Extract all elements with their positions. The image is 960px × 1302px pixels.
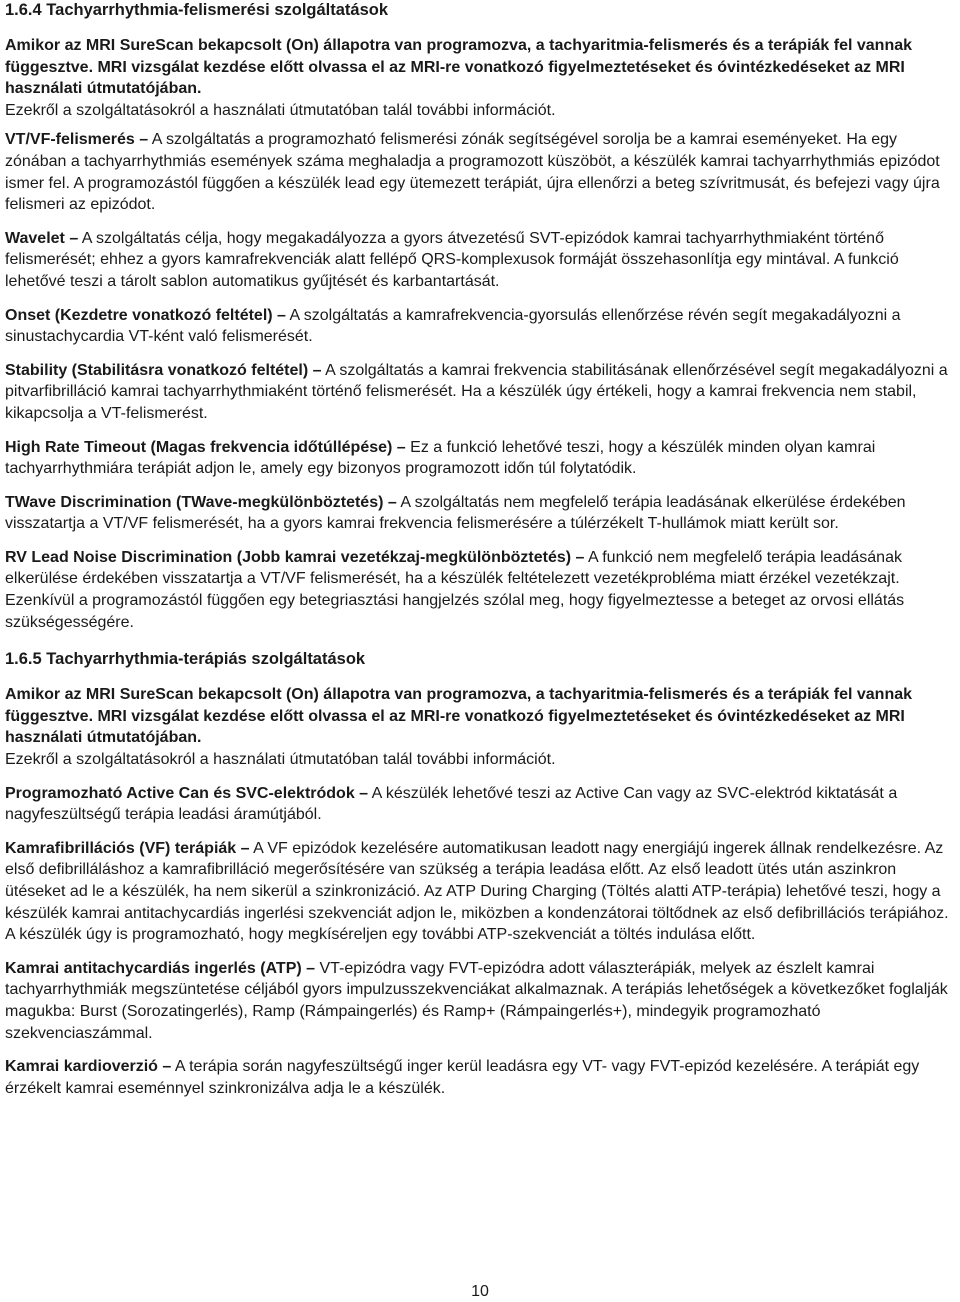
mri-warning-1: Amikor az MRI SureScan bekapcsolt (On) állapotra van programozva, a tachyaritmia-felismerés és a terápiák fel vannak függesztve. MRI vizsgálat kezdése előtt olvassa el az MRI-re vonatkozó figyelmeztetéseket és óvintézkedéseket az MRI használati útmutatójában.: [5, 37, 913, 98]
feature-atp: [5, 958, 955, 1044]
feature-description: A funkció nem megfelelő terápia leadásának elkerülése érdekében visszatartja a VT/VF felismerését, ha a készülék feltételezett vezetékprobléma miatt érzékel vezetékzajt. Ezenkívül a programozástól függően egy betegriasztási hangjelzés szólal meg, hogy figyelmeztesse a beteget az orvosi ellátás szükségességére.: [5, 548, 905, 631]
feature-term: TWave Discrimination (TWave-megkülönböztetés) –: [5, 493, 397, 511]
feature-onset: [5, 305, 955, 348]
feature-wavelet: [5, 228, 955, 293]
feature-description: A szolgáltatás nem megfelelő terápia leadásának elkerülése érdekében visszatartja a VT/VF felismerését, ha a gyors kamrai frekvencia felismerésére a túlérzékelt T-hullámok miatt került sor.: [5, 493, 906, 533]
info-note-1: Ezekről a szolgáltatásokról a használati útmutatóban talál további információt.: [5, 101, 556, 119]
feature-cardioversion: [5, 1056, 955, 1099]
document-page: [5, 0, 955, 1099]
mri-warning-2: Amikor az MRI SureScan bekapcsolt (On) állapotra van programozva, a tachyaritmia-felismerés és a terápiák fel vannak függesztve. MRI vizsgálat kezdése előtt olvassa el az MRI-re vonatkozó figyelmeztetéseket és óvintézkedéseket az MRI használati útmutatójában.: [5, 686, 913, 747]
feature-description: A készülék lehetővé teszi az Active Can vagy az SVC-elektród kiktatását a nagyfeszültségű terápia leadási áramútjából.: [5, 784, 898, 824]
feature-description: VT-epizódra vagy FVT-epizódra adott választerápiák, melyek az észlelt kamrai tachyarrhythmiák megszüntetése céljából gyors impulzusszekvenciákat alkalmaznak. A terápiás lehetőségek a következőket foglalják magukba: Burst (Sorozatingerlés), Ramp (Rámpaingerlés) és Ramp+ (Rámpaingerlés+), mindegyik programozható szekvenciaszámmal.: [5, 959, 948, 1042]
feature-term: High Rate Timeout (Magas frekvencia időtúllépése) –: [5, 438, 406, 456]
feature-description: A szolgáltatás a programozható felismerési zónák segítségével sorolja be a kamrai eseményeket. Ha egy zónában a tachyarrhythmiás események száma meghaladja a programozott küszöböt, a készülék kamrai tachyarrhythmiás epizódot ismer fel. A programozástól függően a készülék lead egy ütemezett terápiát, újra ellenőrzi a beteg szívritmusát, és befejezi vagy újra felismeri az epizódot.: [5, 131, 940, 214]
feature-description: A VF epizódok kezelésére automatikusan leadott nagy energiájú ingerek állnak rendelkezésre. Az első defibrilláláshoz a kamrafibrilláció megerősítésére van szükség a terápia leadása előtt. Az első leadott ütés után aszinkron ütéseket ad le a készülék, ha nem sikerül a szinkronizáció. Az ATP During Charging (Töltés alatti ATP-terápia) lehetővé teszi, hogy a készülék kamrai antitachycardiás ingerlési szekvenciát adjon le, miközben a kondenzátorai töltődnek az első defibrillációs terápiához. A készülék úgy is programozható, hogy megkíséreljen egy további ATP-szekvenciát a töltés indulása előtt.: [5, 839, 949, 944]
feature-vtvf-detection: [5, 129, 955, 215]
feature-stability: [5, 360, 955, 425]
feature-rv-lead-noise: [5, 547, 955, 633]
feature-term: Kamrai antitachycardiás ingerlés (ATP) –: [5, 959, 316, 977]
section-heading-1-6-5: 1.6.5 Tachyarrhythmia-terápiás szolgáltatások: [5, 650, 366, 669]
feature-active-can-svc: [5, 783, 955, 826]
feature-term: RV Lead Noise Discrimination (Jobb kamrai vezetékzaj-megkülönböztetés) –: [5, 548, 585, 566]
feature-term: Kamrai kardioverzió –: [5, 1058, 172, 1076]
feature-term: Programozható Active Can és SVC-elektródok –: [5, 784, 369, 802]
feature-twave-discrimination: [5, 492, 955, 535]
feature-description: A terápia során nagyfeszültségű inger kerül leadásra egy VT- vagy FVT-epizód kezelésére. A terápiát egy érzékelt kamrai eseménnyel szinkronizálva adja le a készülék.: [5, 1058, 920, 1097]
feature-high-rate-timeout: [5, 437, 955, 480]
feature-description: Ez a funkció lehetővé teszi, hogy a készülék minden olyan kamrai tachyarrhythmiára terápiát adjon le, amely egy bizonyos programozott időn túl folytatódik.: [5, 438, 876, 478]
feature-term: Wavelet –: [5, 229, 79, 247]
info-note-2: Ezekről a szolgáltatásokról a használati útmutatóban talál további információt.: [5, 751, 556, 769]
feature-term: VT/VF-felismerés –: [5, 131, 149, 149]
page-number: 10: [471, 1283, 489, 1300]
feature-description: A szolgáltatás a kamrai frekvencia stabilitásának ellenőrzésével segít megakadályozni a pitvarfibrilláció kamrai tachyarrhythmiaként történő felismerését. Ha a készülék úgy értékeli, hogy a kamrai frekvencia nem stabil, kikapcsolja a VT-felismerést.: [5, 361, 948, 422]
feature-description: A szolgáltatás célja, hogy megakadályozza a gyors átvezetésű SVT-epizódok kamrai tachyarrhythmiaként történő felismerését; ehhez a gyors kamrafrekvenciák alatt fellépő QRS-komplexusok formáját összehasonlítja egy mintával. A funkció lehetővé teszi a tárolt sablon automatikus gyűjtését és karbantartását.: [5, 229, 899, 290]
feature-term: Stability (Stabilitásra vonatkozó feltétel) –: [5, 361, 322, 379]
feature-term: Kamrafibrillációs (VF) terápiák –: [5, 839, 250, 857]
feature-term: Onset (Kezdetre vonatkozó feltétel) –: [5, 306, 286, 324]
feature-description: A szolgáltatás a kamrafrekvencia-gyorsulás ellenőrzése révén segít megakadályozni a sinustachycardia VT-ként való felismerését.: [5, 306, 901, 346]
feature-vf-therapies: [5, 838, 955, 946]
section-heading-1-6-4: 1.6.4 Tachyarrhythmia-felismerési szolgáltatások: [5, 1, 389, 19]
